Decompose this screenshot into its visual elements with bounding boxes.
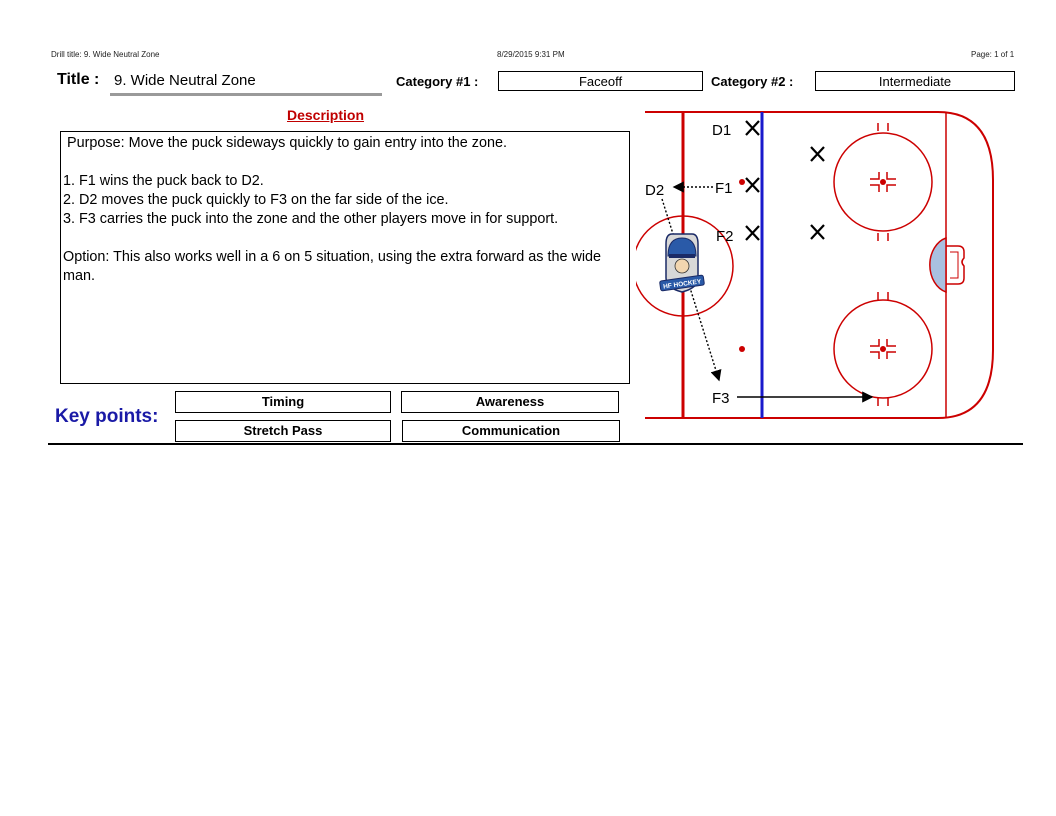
opponent-x-marker-mid — [811, 225, 824, 239]
key-point-stretch-pass: Stretch Pass — [175, 420, 391, 442]
opponent-x-marker-top — [811, 147, 824, 161]
title-label: Title : — [57, 71, 100, 88]
f2-x-marker — [746, 226, 759, 240]
f1-x-marker — [746, 178, 759, 192]
label-f2: F2 — [716, 228, 734, 245]
description-box — [60, 131, 630, 384]
label-f1: F1 — [715, 180, 733, 197]
bottom-rule — [48, 443, 1023, 445]
category1-label: Category #1 : — [396, 74, 479, 89]
d1-x-marker — [746, 121, 759, 135]
datetime-header: 8/29/2015 9:31 PM — [497, 50, 565, 59]
rink-diagram — [636, 104, 1000, 428]
logo-text: HF HOCKEY — [662, 278, 702, 291]
goal-crease — [930, 238, 946, 292]
neutral-faceoff-dot-top — [739, 179, 745, 185]
faceoff-circle-bottom — [834, 292, 932, 406]
hf-hockey-logo — [660, 234, 705, 292]
neutral-faceoff-dot-bottom — [739, 346, 745, 352]
label-d1: D1 — [712, 122, 732, 139]
title-underline — [110, 93, 382, 96]
key-point-timing: Timing — [175, 391, 391, 413]
page-number-header: Page: 1 of 1 — [971, 50, 1015, 59]
category1-field: Faceoff — [498, 71, 703, 91]
key-point-communication: Communication — [402, 420, 620, 442]
description-text: Purpose: Move the puck sideways quickly to gain entry into the zone. 1. F1 wins the puck back to D2. 2. D2 moves the puck quickly to F3 on the far side of the ice. 3. F3 carries the puck into the zone and the other players move in for support. Option: This also works well in a 6 on 5 situation, using the extra forward as the wide man. — [63, 135, 602, 284]
faceoff-circle-top — [834, 123, 932, 241]
key-point-awareness: Awareness — [401, 391, 619, 413]
key-points-label: Key points: — [55, 406, 159, 427]
description-heading: Description — [287, 107, 365, 123]
drill-title-header: Drill title: 9. Wide Neutral Zone — [51, 50, 160, 59]
label-f3: F3 — [712, 390, 730, 407]
title-value: 9. Wide Neutral Zone — [114, 72, 256, 89]
category2-field: Intermediate — [815, 71, 1015, 91]
label-d2: D2 — [645, 182, 665, 199]
category2-label: Category #2 : — [711, 74, 794, 89]
